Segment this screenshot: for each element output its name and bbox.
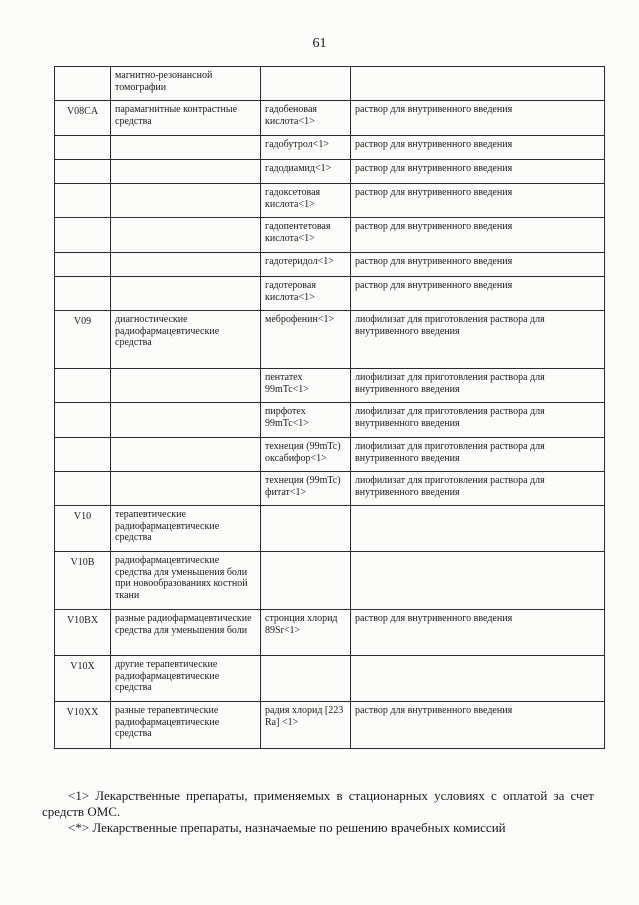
- dosage-form-cell: раствор для внутривенного введения: [351, 136, 605, 160]
- drug-name-cell: [261, 506, 351, 552]
- table-row: [55, 702, 605, 749]
- drug-table: [54, 66, 605, 749]
- table-row: [55, 403, 605, 438]
- dosage-form-cell: лиофилизат для приготовления раствора для внутривенного введения: [351, 438, 605, 472]
- atc-code-cell: V10XX: [55, 702, 111, 749]
- drug-name-cell: радия хлорид [223 Ra] <1>: [261, 702, 351, 749]
- group-name-cell: терапевтические радиофармацевтические средства: [111, 506, 261, 552]
- group-name-cell: [111, 136, 261, 160]
- dosage-form-cell: лиофилизат для приготовления раствора для внутривенного введения: [351, 369, 605, 403]
- group-name-cell: [111, 369, 261, 403]
- group-name-cell: другие терапевтические радиофармацевтические средства: [111, 656, 261, 702]
- group-name-cell: [111, 277, 261, 311]
- dosage-form-cell: раствор для внутривенного введения: [351, 610, 605, 656]
- group-name-cell: [111, 184, 261, 218]
- drug-name-cell: пирфотех 99mTc<1>: [261, 403, 351, 438]
- group-name-cell: [111, 160, 261, 184]
- footnotes: [42, 788, 594, 836]
- drug-name-cell: гадопентетовая кислота<1>: [261, 218, 351, 253]
- dosage-form-cell: [351, 506, 605, 552]
- atc-code-cell: V10B: [55, 552, 111, 610]
- group-name-cell: разные радиофармацевтические средства для уменьшения боли: [111, 610, 261, 656]
- atc-code-cell: V10BX: [55, 610, 111, 656]
- table-row: [55, 311, 605, 369]
- dosage-form-cell: лиофилизат для приготовления раствора для внутривенного введения: [351, 403, 605, 438]
- dosage-form-cell: раствор для внутривенного введения: [351, 218, 605, 253]
- dosage-form-cell: [351, 656, 605, 702]
- table-row: [55, 253, 605, 277]
- drug-name-cell: стронция хлорид 89Sr<1>: [261, 610, 351, 656]
- table-row: [55, 610, 605, 656]
- group-name-cell: магнитно-резонансной томографии: [111, 67, 261, 101]
- dosage-form-cell: раствор для внутривенного введения: [351, 184, 605, 218]
- table-row: [55, 184, 605, 218]
- atc-code-cell: V09: [55, 311, 111, 369]
- dosage-form-cell: раствор для внутривенного введения: [351, 160, 605, 184]
- atc-code-cell: V10X: [55, 656, 111, 702]
- dosage-form-cell: раствор для внутривенного введения: [351, 253, 605, 277]
- atc-code-cell: V08CA: [55, 101, 111, 136]
- table-row: [55, 506, 605, 552]
- group-name-cell: [111, 438, 261, 472]
- table-row: [55, 136, 605, 160]
- dosage-form-cell: лиофилизат для приготовления раствора для внутривенного введения: [351, 472, 605, 506]
- drug-name-cell: гадоксетовая кислота<1>: [261, 184, 351, 218]
- group-name-cell: [111, 403, 261, 438]
- atc-code-cell: [55, 277, 111, 311]
- atc-code-cell: [55, 472, 111, 506]
- atc-code-cell: [55, 160, 111, 184]
- dosage-form-cell: лиофилизат для приготовления раствора для внутривенного введения: [351, 311, 605, 369]
- footnote-1: <1> Лекарственные препараты, применяемых в стационарных условиях с оплатой за счет средств ОМС.: [42, 788, 594, 819]
- table-row: [55, 218, 605, 253]
- group-name-cell: диагностические радиофармацевтические средства: [111, 311, 261, 369]
- table-row: [55, 67, 605, 101]
- atc-code-cell: [55, 67, 111, 101]
- drug-name-cell: меброфенин<1>: [261, 311, 351, 369]
- dosage-form-cell: [351, 67, 605, 101]
- atc-code-cell: [55, 218, 111, 253]
- atc-code-cell: [55, 253, 111, 277]
- atc-code-cell: [55, 403, 111, 438]
- drug-name-cell: [261, 656, 351, 702]
- atc-code-cell: [55, 136, 111, 160]
- group-name-cell: разные терапевтические радиофармацевтические средства: [111, 702, 261, 749]
- table-row: [55, 656, 605, 702]
- dosage-form-cell: [351, 552, 605, 610]
- group-name-cell: [111, 218, 261, 253]
- table-row: [55, 101, 605, 136]
- table-row: [55, 438, 605, 472]
- drug-name-cell: гадобутрол<1>: [261, 136, 351, 160]
- table-row: [55, 552, 605, 610]
- dosage-form-cell: раствор для внутривенного введения: [351, 101, 605, 136]
- drug-name-cell: [261, 67, 351, 101]
- footnote-2: <*> Лекарственные препараты, назначаемые по решению врачебных комиссий: [68, 820, 506, 835]
- drug-name-cell: гадотеридол<1>: [261, 253, 351, 277]
- group-name-cell: [111, 472, 261, 506]
- table-row: [55, 160, 605, 184]
- table-row: [55, 472, 605, 506]
- atc-code-cell: V10: [55, 506, 111, 552]
- group-name-cell: радиофармацевтические средства для уменьшения боли при новообразованиях костной ткани: [111, 552, 261, 610]
- drug-name-cell: [261, 552, 351, 610]
- dosage-form-cell: раствор для внутривенного введения: [351, 702, 605, 749]
- page-number: 61: [312, 36, 327, 51]
- atc-code-cell: [55, 438, 111, 472]
- atc-code-cell: [55, 369, 111, 403]
- group-name-cell: [111, 253, 261, 277]
- atc-code-cell: [55, 184, 111, 218]
- group-name-cell: парамагнитные контрастные средства: [111, 101, 261, 136]
- drug-name-cell: технеция (99mTc) фитат<1>: [261, 472, 351, 506]
- drug-name-cell: технеция (99mTc) оксабифор<1>: [261, 438, 351, 472]
- table-row: [55, 277, 605, 311]
- drug-name-cell: гадотеровая кислота<1>: [261, 277, 351, 311]
- drug-name-cell: пентатех 99mTc<1>: [261, 369, 351, 403]
- table-row: [55, 369, 605, 403]
- drug-name-cell: гадодиамид<1>: [261, 160, 351, 184]
- dosage-form-cell: раствор для внутривенного введения: [351, 277, 605, 311]
- drug-name-cell: гадобеновая кислота<1>: [261, 101, 351, 136]
